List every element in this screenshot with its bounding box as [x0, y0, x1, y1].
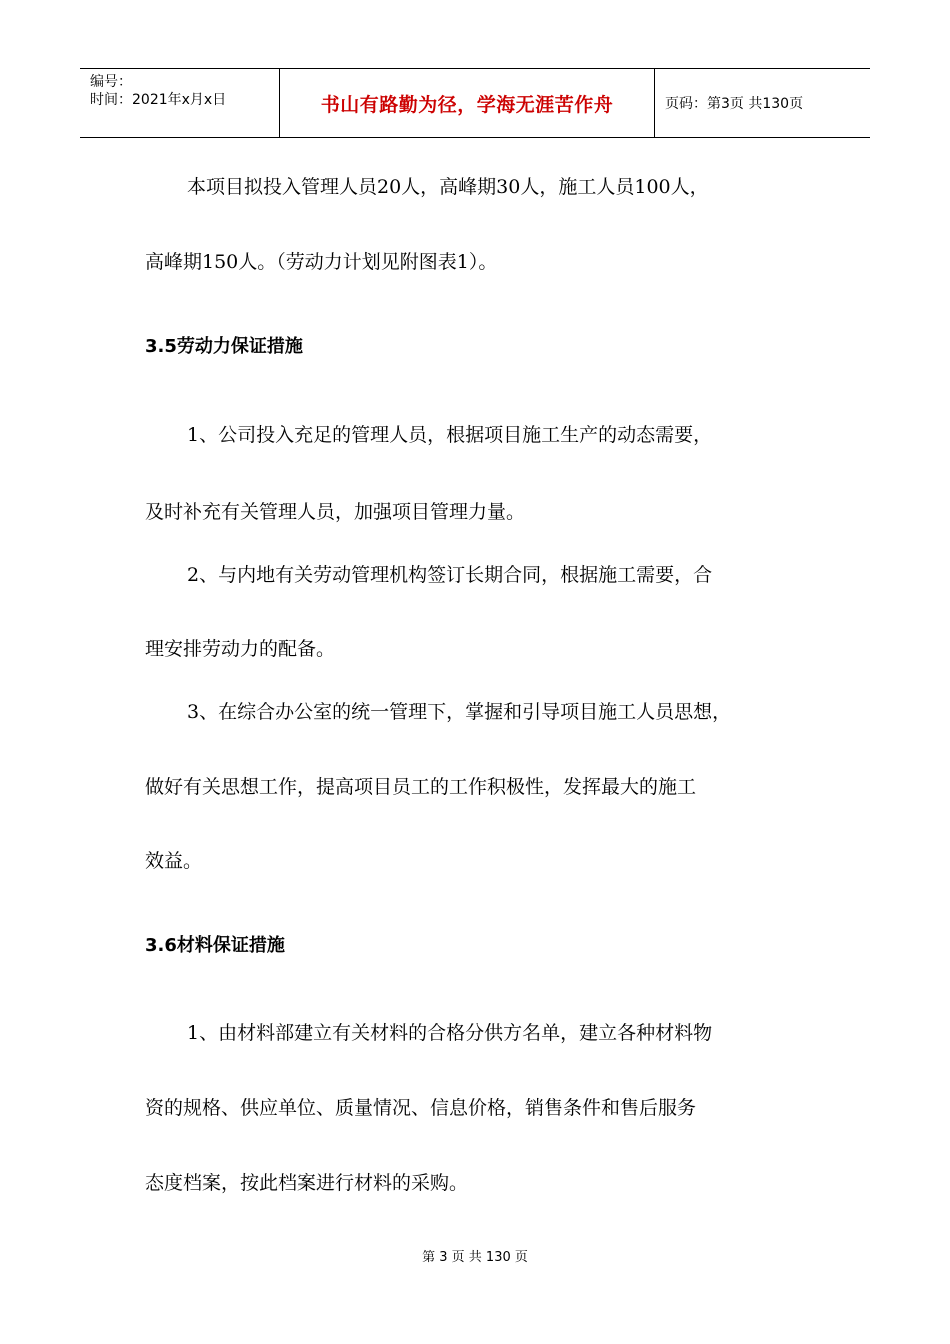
paragraph-line: 1、由材料部建立有关材料的合格分供方名单，建立各种材料物 [187, 1022, 713, 1044]
paragraph-line: 态度档案，按此档案进行材料的采购。 [145, 1172, 469, 1194]
paragraph-line: 做好有关思想工作，提高项目员工的工作积极性，发挥最大的施工 [145, 776, 697, 798]
header-slogan: 书山有路勤为径，学海无涯苦作舟 [280, 69, 655, 137]
paragraph-line: 2、与内地有关劳动管理机构签订长期合同，根据施工需要，合 [187, 564, 713, 586]
paragraph-line: 高峰期150人。（劳动力计划见附图表1）。 [145, 251, 498, 273]
section-heading: 3.5劳动力保证措施 [145, 336, 303, 357]
paragraph-line: 1、公司投入充足的管理人员，根据项目施工生产的动态需要， [187, 424, 713, 446]
paragraph-line: 3、在综合办公室的统一管理下，掌握和引导项目施工人员思想， [187, 701, 732, 723]
number-label: 编号： [90, 74, 132, 90]
paragraph-line: 本项目拟投入管理人员20人，高峰期30人，施工人员100人， [187, 176, 709, 198]
header-page-info: 页码：第3页 共130页 [665, 96, 804, 112]
paragraph-line: 效益。 [145, 850, 203, 872]
page-footer: 第 3 页 共 130 页 [422, 1250, 528, 1265]
paragraph-line: 资的规格、供应单位、质量情况、信息价格，销售条件和售后服务 [145, 1097, 697, 1119]
time-label: 时间：2021年x月x日 [90, 92, 227, 108]
section-heading: 3.6材料保证措施 [145, 935, 285, 956]
paragraph-line: 理安排劳动力的配备。 [145, 638, 336, 660]
page-header [80, 68, 870, 138]
paragraph-line: 及时补充有关管理人员，加强项目管理力量。 [145, 501, 526, 523]
header-meta [80, 69, 280, 137]
